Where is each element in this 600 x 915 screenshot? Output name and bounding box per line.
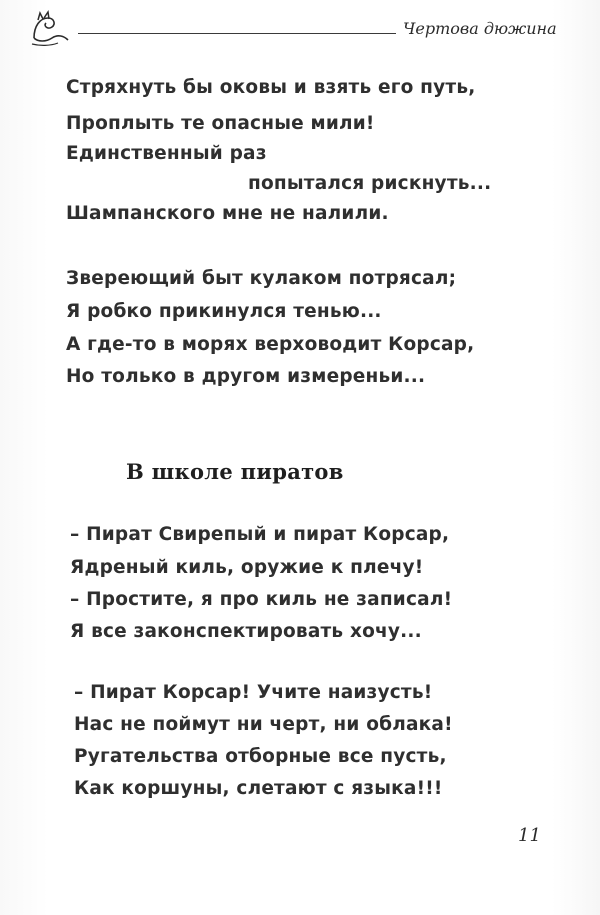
page-header [28,8,568,50]
poem-title: В школе пиратов [126,459,344,484]
poem-line: – Простите, я про киль не записал! [70,589,453,610]
running-title: Чертова дюжина [403,19,557,38]
poem-line: – Пират Свирепый и пират Корсар, [70,524,450,545]
poem-line: Я все законспектировать хочу... [70,621,422,642]
poem-line: Шампанского мне не налили. [66,203,389,224]
poem-line: А где-то в морях верховодит Корсар, [66,334,475,355]
poem-line: Стряхнуть бы оковы и взять его путь, [66,77,476,98]
poem-line: Как коршуны, слетают с языка!!! [74,778,443,799]
poem-line: Проплыть те опасные мили! [66,113,375,134]
poem-line: Единственный раз [66,143,267,164]
header-divider [78,33,396,34]
poem-line: попытался рискнуть... [248,173,492,194]
poem-line: – Пират Корсар! Учите наизусть! [74,682,433,703]
poem-line: Ругательства отборные все пусть, [74,746,447,767]
poem-line: Звереющий быт кулаком потрясал; [66,268,457,289]
poem-line: Нас не поймут ни черт, ни облака! [74,714,453,735]
poem-line: Я робко прикинулся тенью... [66,301,382,322]
page-number: 11 [518,825,541,846]
poem-line: Но только в другом измереньи... [66,366,426,387]
poem-line: Ядреный киль, оружие к плечу! [70,557,424,578]
cat-ornament-icon [28,8,72,48]
